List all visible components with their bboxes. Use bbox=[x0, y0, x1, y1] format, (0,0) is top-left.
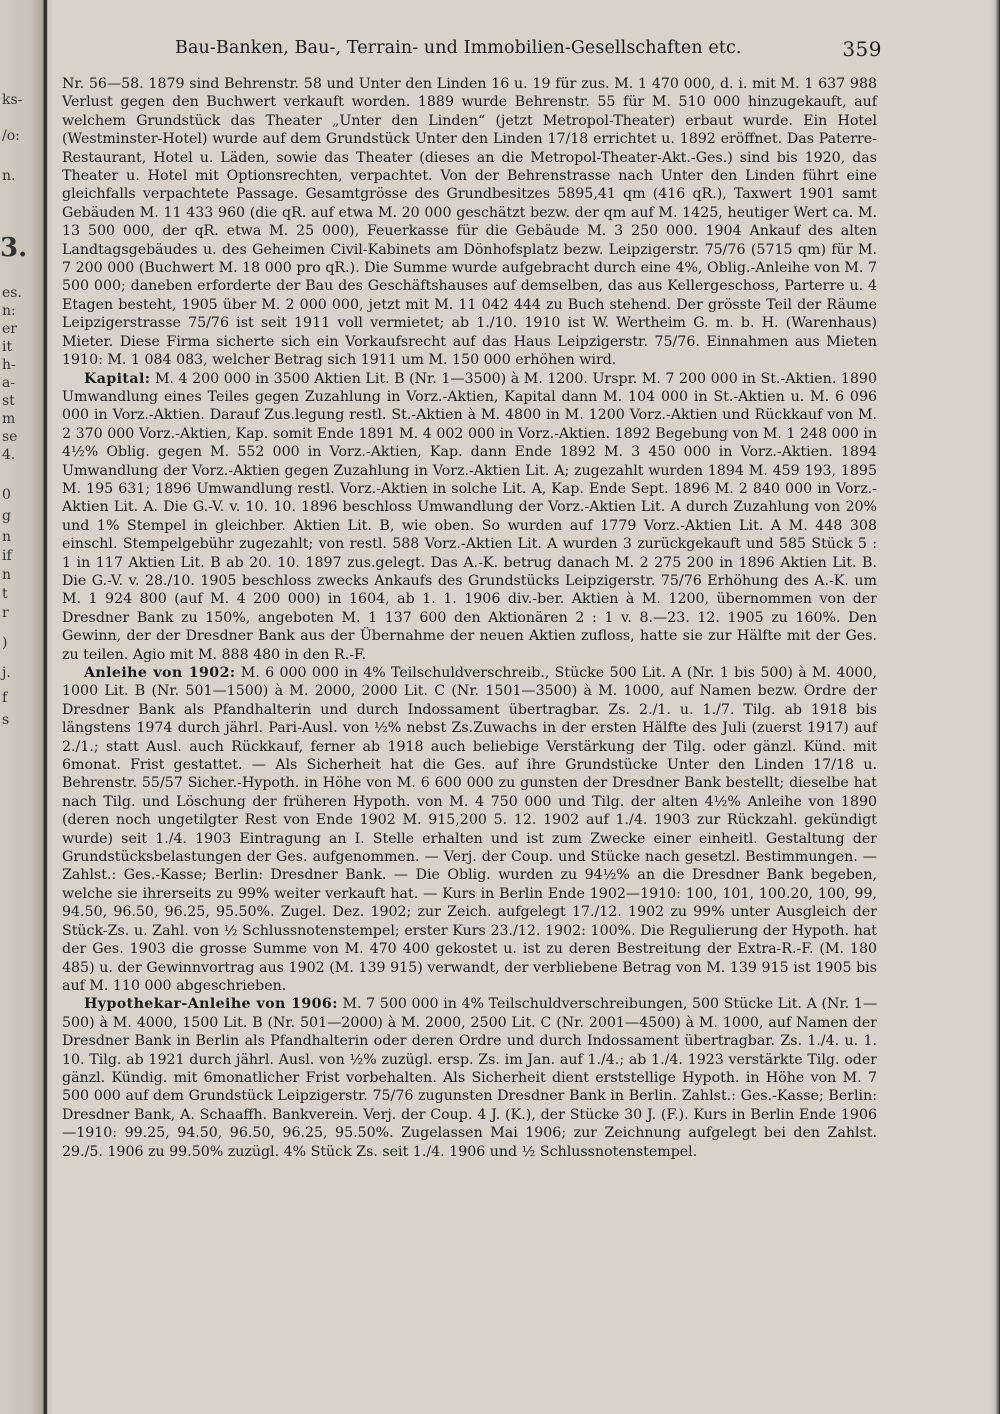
margin-fragment: /o: bbox=[2, 128, 20, 144]
capital-section bbox=[62, 370, 877, 665]
mortgage-loan-1906-section bbox=[62, 995, 877, 1161]
margin-fragment: it bbox=[2, 339, 13, 355]
section-text: Nr. 56—58. 1879 sind Behrenstr. 58 und Unter den Linden 16 u. 19 für zus. M. 1 470 000, d. i. mit M. 1 637 988 Verlust gegen den Buchwert verkauft worden. 1889 wurde Behrenstr. 55 für M. 510 000 hinzugekauft, auf welchem Grundstück das Theater „Unter den Linden“ (jetzt Metropol-Theater) erbaut wurde. Ein Hotel (Westminster-Hotel) wurde auf dem Grundstück Unter den Linden 17/18 errichtet u. 1892 eröffnet. Das Paterre-Restaurant, Hotel u. Läden, sowie das Theater (dieses an die Metropol-Theater-Akt.-Ges.) sind bis 1920, das Theater u. Hotel mit Optionsrechten, verpachtet. Von der Behrenstrasse nach Unter den Linden führt eine gleichfalls verpachtete Passage. Gesamtgrösse des Grundbesitzes 5895,41 qm (416 qR.), Taxwert 1901 samt Gebäuden M. 11 433 960 (die qR. auf etwa M. 20 000 geschätzt bezw. der qm auf M. 1425, heutiger Wert ca. M. 13 500 000, der qR. etwa M. 25 000), Feuerkasse für die Gebäude M. 3 250 000. 1904 Ankauf des alten Landtagsgebäudes u. des Geheimen Civil-Kabinets am Dönhofsplatz bezw. Leipzigerstr. 75/76 (5715 qm) für M. 7 200 000 (Buchwert M. 18 000 pro qR.). Die Summe wurde aufgebracht durch eine 4%, Oblig.-Anleihe von M. 7 500 000; daneben erforderte der Bau des Geschäftshauses auf demselben, das aus Kellergeschoss, Parterre u. 4 Etagen besteht, 1905 über M. 2 000 000, jetzt mit M. 11 042 444 zu Buch stehend. Der grösste Teil der Räume Leipzigerstrasse 75/76 ist seit 1911 voll vermietet; ab 1./10. 1910 ist W. Wertheim G. m. b. H. (Warenhaus) Mieter. Diese Firma sicherte sich ein Vorkaufsrecht auf das Haus Leipzigerstr. 75/76. Einnahmen aus Mieten 1910: M. 1 084 083, welcher Betrag sich 1911 um M. 150 000 erhöhen wird. bbox=[62, 76, 877, 369]
section-text: M. 4 200 000 in 3500 Aktien Lit. B (Nr. 1—3500) à M. 1200. Urspr. M. 7 200 000 in St.-Aktien. 1890 Umwandlung eines Teiles gegen Zuzahlung in Vorz.-Aktien, Kapital dann M. 104 000 in St.-Aktien u. M. 6 096 000 in Vorz.-Aktien. Darauf Zus.legung restl. St.-Aktien à M. 4800 in M. 1200 Vorz.-Aktien und Rückkauf von M. 2 370 000 Vorz.-Aktien, Kap. somit Ende 1891 M. 4 002 000 in Vorz.-Aktien. 1892 Begebung von M. 1 248 000 in 4½% Oblig. gegen M. 552 000 in Vorz.-Aktien, Kap. dann Ende 1892 M. 3 450 000 in Vorz.-Aktien. 1894 Umwandlung der Vorz.-Aktien gegen Zuzahlung in Vorz.-Aktien Lit. A; zugezahlt wurden 1894 M. 459 193, 1895 M. 195 631; 1896 Umwandlung restl. Vorz.-Aktien in solche Lit. A, Kap. Ende Sept. 1896 M. 2 840 000 in Vorz.-Aktien Lit. A. Die G.-V. v. 10. 10. 1896 beschloss Umwandlung der Vorz.-Aktien Lit. A durch Zuzahlung von 20% und 1% Stempel in gleichber. Aktien Lit. B, wie oben. So wurden auf 1779 Vorz.-Aktien Lit. A M. 448 308 einschl. Stempelgebühr zugezahlt; von restl. 588 Vorz.-Aktien Lit. A wurden 3 zurückgekauft und 585 Stück 5 : 1 in 117 Aktien Lit. B ab 20. 10. 1897 zus.gelegt. Das A.-K. betrug danach M. 2 275 200 in 1896 Aktien Lit. B. Die G.-V. v. 28./10. 1905 beschloss zwecks Ankaufs des Grundstücks Leipzigerstr. 75/76 Erhöhung des A.-K. um M. 1 924 800 (auf M. 4 200 000) in 1604, ab 1. 1. 1906 div.-ber. Aktien à M. 1200, übernommen von der Dresdner Bank zu 150%, angeboten M. 1 137 600 den Aktionären 2 : 1 v. 8.—23. 12. 1905 zu 160%. Den Gewinn, der der Dresdner Bank aus der Übernahme der neuen Aktien zufloss, hatte sie zur Hälfte mit der Ges. zu teilen. Agio mit M. 888 480 in den R.-F. bbox=[62, 370, 877, 663]
margin-fragment: j. bbox=[2, 665, 11, 681]
section-title: Hypothekar-Anleihe von 1906: bbox=[84, 996, 338, 1013]
margin-fragment: g bbox=[2, 508, 11, 524]
intro-paragraph bbox=[62, 75, 877, 370]
right-scan-edge bbox=[988, 0, 1000, 1414]
page-body bbox=[62, 75, 877, 1161]
margin-fragment: h- bbox=[2, 357, 16, 373]
margin-fragment: a- bbox=[2, 375, 16, 391]
section-title: Anleihe von 1902: bbox=[84, 665, 236, 681]
margin-fragment: s bbox=[2, 712, 10, 728]
margin-fragment: 0 bbox=[2, 487, 11, 503]
section-title: Kapital: bbox=[84, 370, 151, 387]
margin-fragment: t bbox=[2, 586, 8, 602]
margin-fragment: n bbox=[2, 529, 12, 545]
margin-fragment: n. bbox=[2, 168, 16, 184]
margin-fragment: es. bbox=[2, 285, 22, 301]
margin-fragment: st bbox=[2, 393, 15, 409]
loan-1902-section bbox=[62, 664, 877, 995]
margin-fragment: if bbox=[2, 548, 12, 564]
section-text: M. 6 000 000 in 4% Teilschuldverschreib., Stücke 500 Lit. A (Nr. 1 bis 500) à M. 4000, 1000 Lit. B (Nr. 501—1500) à M. 2000, 2000 Lit. C (Nr. 1501—3500) à M. 1000, auf Namen bezw. Ordre der Dresdner Bank als Pfandhalterin und durch Indossament übertragbar. Zs. 2./1. u. 1./7. Tilg. ab 1918 bis längstens 1974 durch jährl. Pari-Ausl. von ½% nebst Zs.Zuwachs in der ersten Hälfte des Juli (zuerst 1917) auf 2./1.; statt Ausl. auch Rückkauf, ferner ab 1918 auch beliebige Verstärkung der Tilg. oder gänzl. Künd. mit 6monat. Frist gestattet. — Als Sicherheit hat die Ges. auf ihre Grundstücke Unter den Linden 17/18 u. Behrenstr. 55/57 Sicher.-Hypoth. in Höhe von M. 6 600 000 zu gunsten der Dresdner Bank bestellt; dieselbe hat nach Tilg. und Löschung der früheren Hypoth. von M. 4 750 000 und Tilg. der alten 4½% Anleihe von 1890 (deren noch ungetilgter Rest von Ende 1902 M. 915,200 5. 12. 1902 auf 1./4. 1903 zur Rückzahl. gekündigt wurde) seit 1./4. 1903 Eintragung an I. Stelle erhalten und ist zum Zwecke einer einheitl. Gestaltung der Grundstücksbelastungen der Ges. aufgenommen. — Verj. der Coup. und Stücke nach gesetzl. Bestimmungen. — Zahlst.: Ges.-Kasse; Berlin: Dresdner Bank. — Die Oblig. wurden zu 94½% an die Dresdner Bank begeben, welche sie ihrerseits zu 99% weiter verkauft hat. — Kurs in Berlin Ende 1902—1910: 100, 101, 100.20, 100, 99, 94.50, 96.50, 96.25, 95.50%. Zugel. Dez. 1902; zur Zeich. aufgelegt 17./12. 1902 zu 99% unter Ausgleich der Stück-Zs. u. Zahl. von ½ Schlussnotenstempel; erster Kurs 23./12. 1902: 100%. Die Regulierung der Hypoth. hat der Ges. 1903 die grosse Summe von M. 470 400 gekostet u. ist zu deren Bestreitung der Extra-R.-F. (M. 180 485) u. der Gewinnvortrag aus 1902 (M. 139 915) verwandt, der verbliebene Betrag von M. 139 915 ist 1905 bis auf M. 110 000 abgeschrieben. bbox=[62, 665, 877, 994]
margin-fragment: r bbox=[2, 605, 9, 621]
margin-fragment: ) bbox=[2, 635, 8, 651]
margin-fragment: n bbox=[2, 567, 12, 583]
page-header bbox=[60, 38, 880, 66]
running-head: Bau-Banken, Bau-, Terrain- und Immobilien-Gesellschaften etc. bbox=[175, 38, 742, 58]
margin-fragment: n: bbox=[2, 303, 16, 319]
margin-fragment: f bbox=[2, 690, 8, 706]
margin-fragment: 3. bbox=[0, 233, 28, 263]
margin-fragment: 4. bbox=[2, 447, 16, 463]
page-number: 359 bbox=[842, 37, 882, 61]
margin-fragment: er bbox=[2, 321, 17, 337]
margin-fragment: se bbox=[2, 429, 18, 445]
margin-fragment: m bbox=[2, 411, 16, 427]
margin-fragment: ks- bbox=[2, 92, 23, 108]
section-text: M. 7 500 000 in 4% Teilschuldverschreibungen, 500 Stücke Lit. A (Nr. 1—500) à M. 4000, 1500 Lit. B (Nr. 501—2000) à M. 2000, 2500 Lit. C (Nr. 2001—4500) à M. 1000, auf Namen der Dresdner Bank in Berlin als Pfandhalterin oder deren Ordre und durch Indossament übertragbar. Zs. 1./4. u. 1. 10. Tilg. ab 1921 durch jährl. Ausl. von ½% zuzügl. ersp. Zs. im Jan. auf 1./4.; ab 1./4. 1923 verstärkte Tilg. oder gänzl. Kündig. mit 6monatlicher Frist vorbehalten. Als Sicherheit dient erststellige Hypoth. in Höhe von M. 7 500 000 auf dem Grundstück Leipzigerstr. 75/76 zugunsten Dresdner Bank in Berlin. Zahlst.: Ges.-Kasse; Berlin: Dresdner Bank, A. Schaaffh. Bankverein. Verj. der Coup. 4 J. (K.), der Stücke 30 J. (F.). Kurs in Berlin Ende 1906—1910: 99.25, 94.50, 96.50, 96.25, 95.50%. Zugelassen Mai 1906; zur Zeichnung aufgelegt bei den Zahlst. 29./5. 1906 zu 99.50% zuzügl. 4% Stück Zs. seit 1./4. 1906 und ½ Schlussnotenstempel. bbox=[62, 996, 878, 1160]
left-margin-fragments bbox=[0, 0, 32, 1414]
